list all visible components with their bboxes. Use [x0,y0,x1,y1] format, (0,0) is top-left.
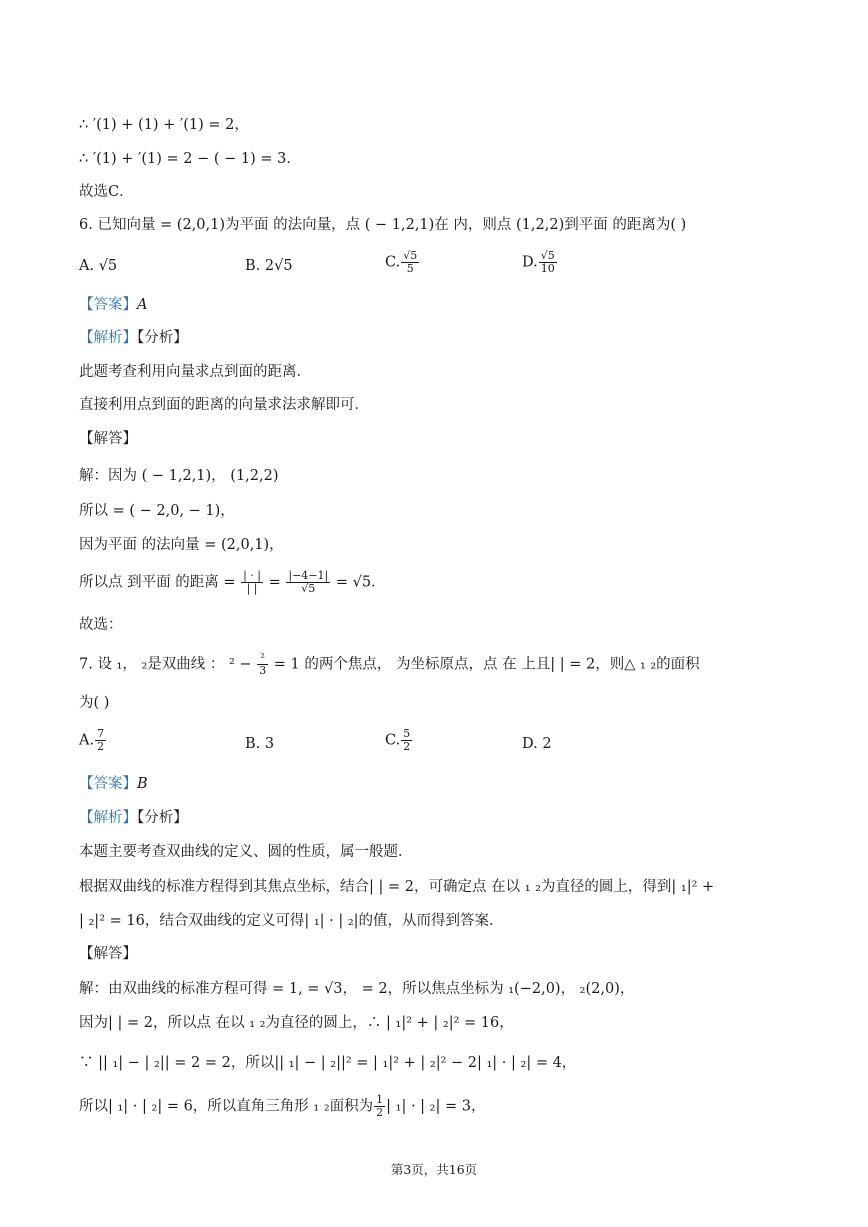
fraction: $\frac{| \cdot |}{| |}$ [243,569,261,595]
answer-value: B [137,776,148,792]
fraction: $\frac{\text{²}}{3}$ [259,651,267,677]
distance-formula-line [79,570,386,595]
q7-option-a [79,728,107,753]
area-result-line [79,1094,485,1119]
text-line: 本题主要考查双曲线的定义、圆的性质，属一般题． [79,844,413,860]
text-fragment: = √5． [335,574,386,591]
solution-tag: 【解答】 [79,946,137,962]
text-fragment: 7. 设 ₁， ₂是双曲线 ： ² − [79,656,252,673]
text-line: ∴ ′(1) + (1) + ′(1) = 2， [79,117,249,133]
q6-option-d [522,250,558,275]
q7-option-d: D. 2 [522,736,552,752]
text-fragment: 所以点 到平面 的距离 = [79,574,236,591]
text-fragment: = [268,574,281,591]
text-line: ∴ ′(1) + ′(1) = 2 − ( − 1) = 3． [79,151,301,167]
text-line: | ₂|² = 16，结合双曲线的定义可得| ₁| · | ₂|的值，从而得到答案． [79,913,504,929]
analysis-tag: 【解析】 [79,330,137,346]
q6-option-a: A. √5 [79,258,118,274]
answer-tag: 【答案】 [79,297,137,313]
q7-option-c [385,728,413,753]
text-fragment: = 1 的两个焦点， 为坐标原点，点 在 上且| | = 2，则△ ₁ ₂的面积 [273,656,700,673]
answer-6 [79,294,147,316]
text-line: 因为| | = 2，所以点 在以 ₁ ₂为直径的圆上，∴ | ₁|² + | ₂|² = 16， [79,1015,514,1031]
fraction: $\frac{1}{2}$ [376,1093,384,1119]
answer-tag: 【答案】 [79,776,137,792]
text-fragment: | ₁| · | ₂| = 3， [386,1098,486,1115]
q7-option-b: B. 3 [245,736,275,752]
q6-option-b: B. 2√5 [245,258,293,274]
fraction: $\frac{5}{2}$ [403,727,411,753]
analysis-subtag: 【分析】 [137,810,188,826]
text-line: ∵ || ₁| − | ₂|| = 2 = 2，所以|| ₁| − | ₂||² = | ₁|² + | ₂|² − 2| ₁| · | ₂| = 4， [79,1055,577,1071]
text-line: 因为平面 的法向量 = (2,0,1)， [79,537,284,553]
answer-value: A [137,297,148,313]
option-label: C. [385,732,401,749]
answer-7 [79,773,148,795]
solution-tag: 【解答】 [79,431,137,447]
option-label: C. [385,254,401,271]
text-line: 解：因为 ( − 1,2,1)， (1,2,2) [79,468,279,484]
fraction: $\frac{|-4-1|}{√5}$ [288,569,329,595]
option-label: A. [79,732,95,749]
fraction: $\frac{√5}{10}$ [540,249,555,275]
page-footer: 第3页，共16页 [390,1162,478,1177]
text-fragment: 所以| ₁| · | ₂| = 6，所以直角三角形 ₁ ₂面积为 [79,1098,374,1115]
text-line: 为( ) [79,695,110,711]
text-line: 此题考查利用向量求点到面的距离． [79,364,311,380]
text-line: 故选： [79,617,123,633]
analysis-6 [79,327,188,349]
analysis-tag: 【解析】 [79,810,137,826]
analysis-7 [79,807,188,829]
question-6: 6. 已知向量 = (2,0,1)为平面 的法向量，点 ( − 1,2,1)在 内，则点 (1,2,2)到平面 的距离为( ) [79,217,687,233]
analysis-subtag: 【分析】 [137,330,188,346]
text-line: 所以 = ( − 2,0, − 1)， [79,503,235,519]
text-line: 解：由双曲线的标准方程可得 = 1, = √3， = 2，所以焦点坐标为 ₁(−2,0)， ₂(2,0)， [79,981,635,997]
text-line: 故选C． [79,184,134,200]
fraction: $\frac{7}{2}$ [97,727,105,753]
question-7 [79,652,700,677]
fraction: $\frac{√5}{5}$ [403,249,418,275]
q6-option-c [385,250,420,275]
option-label: D. [522,254,538,271]
text-line: 直接利用点到面的距离的向量求法求解即可． [79,397,369,413]
text-line: 根据双曲线的标准方程得到其焦点坐标，结合| | = 2，可确定点 在以 ₁ ₂为直径的圆上，得到| ₁|² + [79,879,715,895]
